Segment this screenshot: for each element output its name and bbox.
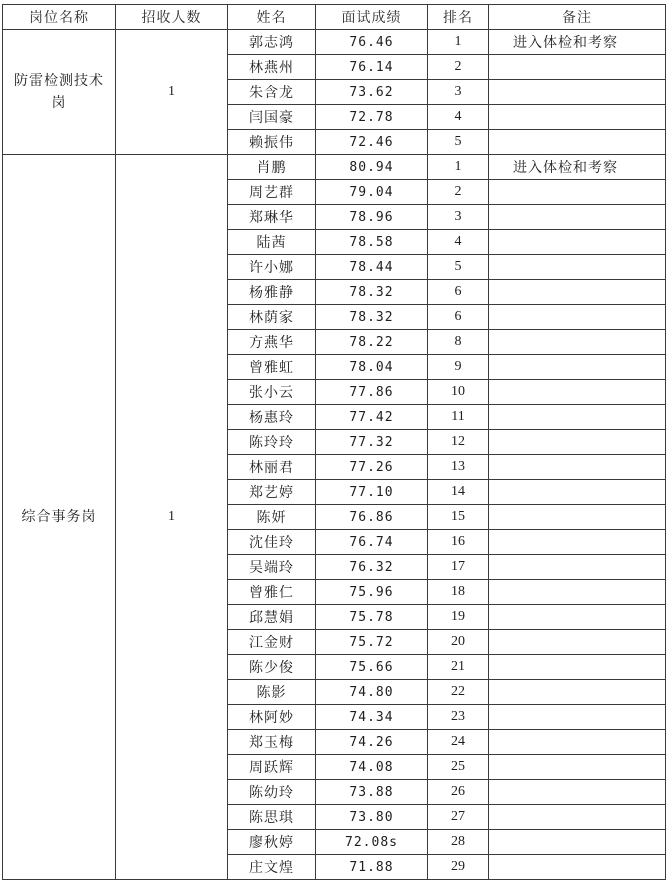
note-cell	[489, 705, 666, 730]
rank-cell: 14	[428, 480, 489, 505]
rank-cell: 10	[428, 380, 489, 405]
score-cell: 77.42	[316, 405, 428, 430]
score-cell: 76.32	[316, 555, 428, 580]
header-name: 姓名	[228, 5, 316, 30]
score-cell: 78.44	[316, 255, 428, 280]
note-cell	[489, 855, 666, 880]
note-cell	[489, 255, 666, 280]
name-cell: 廖秋婷	[228, 830, 316, 855]
note-cell	[489, 180, 666, 205]
table-row	[3, 155, 666, 180]
name-cell: 邱慧娟	[228, 605, 316, 630]
note-cell	[489, 730, 666, 755]
rank-cell: 9	[428, 355, 489, 380]
name-cell: 许小娜	[228, 255, 316, 280]
score-cell: 78.96	[316, 205, 428, 230]
rank-cell: 3	[428, 205, 489, 230]
name-cell: 肖鹏	[228, 155, 316, 180]
score-cell: 73.80	[316, 805, 428, 830]
note-cell	[489, 580, 666, 605]
quota-cell: 1	[116, 30, 228, 155]
name-cell: 沈佳玲	[228, 530, 316, 555]
score-cell: 75.66	[316, 655, 428, 680]
note-cell: 进入体检和考察	[489, 155, 666, 180]
note-cell	[489, 455, 666, 480]
score-cell: 73.88	[316, 780, 428, 805]
name-cell: 郑琳华	[228, 205, 316, 230]
score-cell: 74.26	[316, 730, 428, 755]
name-cell: 郭志鸿	[228, 30, 316, 55]
rank-cell: 1	[428, 30, 489, 55]
rank-cell: 17	[428, 555, 489, 580]
note-cell	[489, 380, 666, 405]
name-cell: 张小云	[228, 380, 316, 405]
note-cell	[489, 805, 666, 830]
name-cell: 曾雅仁	[228, 580, 316, 605]
rank-cell: 20	[428, 630, 489, 655]
header-quota: 招收人数	[116, 5, 228, 30]
note-cell	[489, 430, 666, 455]
rank-cell: 29	[428, 855, 489, 880]
rank-cell: 2	[428, 180, 489, 205]
rank-cell: 21	[428, 655, 489, 680]
name-cell: 庄文煌	[228, 855, 316, 880]
name-cell: 江金财	[228, 630, 316, 655]
header-rank: 排名	[428, 5, 489, 30]
name-cell: 陈玲玲	[228, 430, 316, 455]
note-cell	[489, 105, 666, 130]
name-cell: 陈妍	[228, 505, 316, 530]
name-cell: 赖振伟	[228, 130, 316, 155]
rank-cell: 4	[428, 230, 489, 255]
results-table	[2, 4, 666, 880]
score-cell: 78.32	[316, 305, 428, 330]
rank-cell: 5	[428, 130, 489, 155]
note-cell	[489, 330, 666, 355]
name-cell: 陈思琪	[228, 805, 316, 830]
rank-cell: 24	[428, 730, 489, 755]
note-cell	[489, 555, 666, 580]
note-cell	[489, 55, 666, 80]
rank-cell: 15	[428, 505, 489, 530]
rank-cell: 2	[428, 55, 489, 80]
note-cell	[489, 230, 666, 255]
score-cell: 75.72	[316, 630, 428, 655]
note-cell	[489, 505, 666, 530]
name-cell: 林阿妙	[228, 705, 316, 730]
rank-cell: 13	[428, 455, 489, 480]
rank-cell: 1	[428, 155, 489, 180]
name-cell: 方燕华	[228, 330, 316, 355]
rank-cell: 5	[428, 255, 489, 280]
score-cell: 74.08	[316, 755, 428, 780]
rank-cell: 25	[428, 755, 489, 780]
name-cell: 陈少俊	[228, 655, 316, 680]
score-cell: 73.62	[316, 80, 428, 105]
score-cell: 78.22	[316, 330, 428, 355]
note-cell	[489, 305, 666, 330]
score-cell: 74.34	[316, 705, 428, 730]
rank-cell: 19	[428, 605, 489, 630]
note-cell	[489, 80, 666, 105]
post-name-cell: 防雷检测技术岗	[3, 30, 116, 155]
table-body	[3, 30, 666, 880]
score-cell: 75.96	[316, 580, 428, 605]
quota-cell: 1	[116, 155, 228, 880]
note-cell	[489, 830, 666, 855]
score-cell: 76.46	[316, 30, 428, 55]
rank-cell: 27	[428, 805, 489, 830]
note-cell	[489, 780, 666, 805]
score-cell: 76.86	[316, 505, 428, 530]
rank-cell: 8	[428, 330, 489, 355]
score-cell: 72.08s	[316, 830, 428, 855]
score-cell: 77.26	[316, 455, 428, 480]
rank-cell: 23	[428, 705, 489, 730]
note-cell	[489, 130, 666, 155]
note-cell	[489, 480, 666, 505]
name-cell: 朱含龙	[228, 80, 316, 105]
score-cell: 72.46	[316, 130, 428, 155]
rank-cell: 16	[428, 530, 489, 555]
name-cell: 郑艺婷	[228, 480, 316, 505]
name-cell: 郑玉梅	[228, 730, 316, 755]
rank-cell: 3	[428, 80, 489, 105]
rank-cell: 4	[428, 105, 489, 130]
score-cell: 76.14	[316, 55, 428, 80]
score-cell: 80.94	[316, 155, 428, 180]
rank-cell: 11	[428, 405, 489, 430]
note-cell	[489, 405, 666, 430]
rank-cell: 18	[428, 580, 489, 605]
header-row	[3, 5, 666, 30]
score-cell: 78.04	[316, 355, 428, 380]
score-cell: 77.86	[316, 380, 428, 405]
rank-cell: 6	[428, 280, 489, 305]
name-cell: 陆茜	[228, 230, 316, 255]
table-row	[3, 30, 666, 55]
score-cell: 74.80	[316, 680, 428, 705]
name-cell: 闫国豪	[228, 105, 316, 130]
note-cell	[489, 680, 666, 705]
name-cell: 曾雅虹	[228, 355, 316, 380]
score-cell: 71.88	[316, 855, 428, 880]
name-cell: 林丽君	[228, 455, 316, 480]
rank-cell: 26	[428, 780, 489, 805]
header-score: 面试成绩	[316, 5, 428, 30]
name-cell: 杨雅静	[228, 280, 316, 305]
score-cell: 77.10	[316, 480, 428, 505]
name-cell: 陈幼玲	[228, 780, 316, 805]
header-post: 岗位名称	[3, 5, 116, 30]
name-cell: 周跃辉	[228, 755, 316, 780]
rank-cell: 22	[428, 680, 489, 705]
score-cell: 72.78	[316, 105, 428, 130]
name-cell: 杨惠玲	[228, 405, 316, 430]
note-cell	[489, 355, 666, 380]
rank-cell: 6	[428, 305, 489, 330]
name-cell: 林燕州	[228, 55, 316, 80]
note-cell	[489, 205, 666, 230]
note-cell: 进入体检和考察	[489, 30, 666, 55]
header-note: 备注	[489, 5, 666, 30]
score-cell: 76.74	[316, 530, 428, 555]
name-cell: 周艺群	[228, 180, 316, 205]
score-cell: 78.58	[316, 230, 428, 255]
rank-cell: 28	[428, 830, 489, 855]
score-cell: 75.78	[316, 605, 428, 630]
note-cell	[489, 655, 666, 680]
note-cell	[489, 755, 666, 780]
note-cell	[489, 630, 666, 655]
note-cell	[489, 605, 666, 630]
name-cell: 吴端玲	[228, 555, 316, 580]
score-cell: 79.04	[316, 180, 428, 205]
score-cell: 77.32	[316, 430, 428, 455]
name-cell: 陈影	[228, 680, 316, 705]
name-cell: 林荫家	[228, 305, 316, 330]
post-name-cell: 综合事务岗	[3, 155, 116, 880]
score-cell: 78.32	[316, 280, 428, 305]
note-cell	[489, 280, 666, 305]
rank-cell: 12	[428, 430, 489, 455]
note-cell	[489, 530, 666, 555]
